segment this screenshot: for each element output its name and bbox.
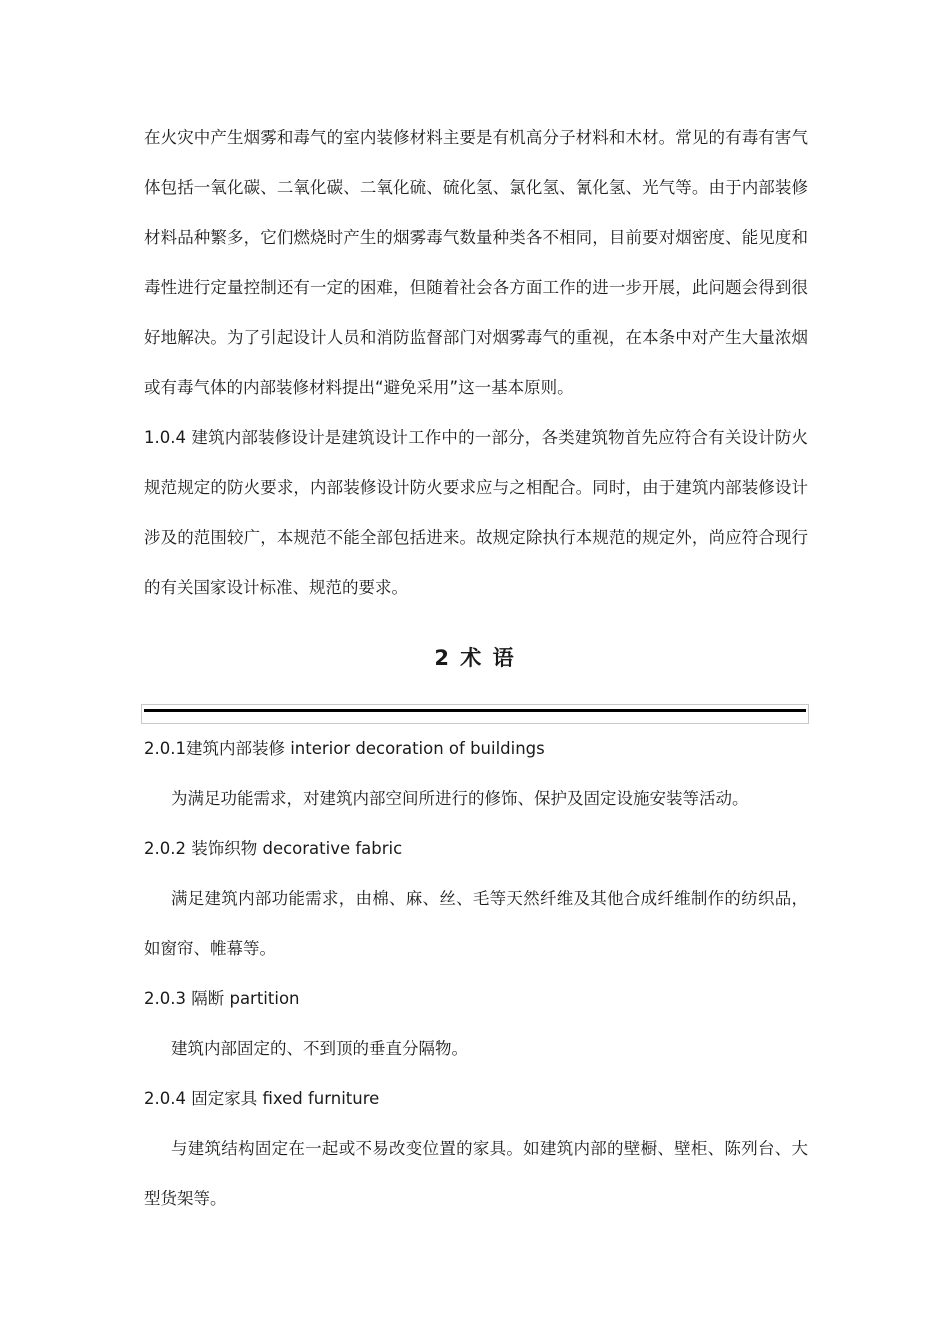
term-definition-line: 如窗帘、帷幕等。 <box>144 939 276 958</box>
body-text-line: 好地解决。为了引起设计人员和消防监督部门对烟雾毒气的重视，在本条中对产生大量浓烟 <box>144 328 808 347</box>
clause-1-0-4-line: 涉及的范围较广，本规范不能全部包括进来。故规定除执行本规范的规定外，尚应符合现行 <box>144 528 808 547</box>
term-heading: 2.0.3 隔断 partition <box>144 989 300 1008</box>
term-definition-line: 建筑内部固定的、不到顶的垂直分隔物。 <box>171 1039 468 1058</box>
clause-1-0-4-line: 1.0.4 建筑内部装修设计是建筑设计工作中的一部分，各类建筑物首先应符合有关设计防火 <box>144 428 808 447</box>
body-text-line: 毒性进行定量控制还有一定的困难，但随着社会各方面工作的进一步开展，此问题会得到很 <box>144 278 808 297</box>
heading-rule-frame <box>141 704 809 724</box>
term-heading: 2.0.2 装饰织物 decorative fabric <box>144 839 403 858</box>
heading-rule <box>144 709 806 712</box>
term-definition-line: 满足建筑内部功能需求，由棉、麻、丝、毛等天然纤维及其他合成纤维制作的纺织品， <box>171 889 808 908</box>
term-definition-line: 与建筑结构固定在一起或不易改变位置的家具。如建筑内部的壁橱、壁柜、陈列台、大 <box>171 1139 808 1158</box>
term-definition-line: 型货架等。 <box>144 1189 227 1208</box>
body-text-line: 材料品种繁多，它们燃烧时产生的烟雾毒气数量种类各不相同，目前要对烟密度、能见度和 <box>144 228 808 247</box>
term-heading: 2.0.4 固定家具 fixed furniture <box>144 1089 380 1108</box>
body-text-line: 体包括一氧化碳、二氧化碳、二氧化硫、硫化氢、氯化氢、氰化氢、光气等。由于内部装修 <box>144 178 808 197</box>
body-text-line: 在火灾中产生烟雾和毒气的室内装修材料主要是有机高分子材料和木材。常见的有毒有害气 <box>144 128 808 147</box>
clause-1-0-4-line: 的有关国家设计标准、规范的要求。 <box>144 578 408 597</box>
term-heading: 2.0.1建筑内部装修 interior decoration of buildings <box>144 739 545 758</box>
body-text-line: 或有毒气体的内部装修材料提出“避免采用”这一基本原则。 <box>144 378 574 397</box>
chapter-title: 2 术 语 <box>434 646 516 670</box>
term-definition-line: 为满足功能需求，对建筑内部空间所进行的修饰、保护及固定设施安装等活动。 <box>171 789 749 808</box>
clause-1-0-4-line: 规范规定的防火要求，内部装修设计防火要求应与之相配合。同时，由于建筑内部装修设计 <box>144 478 808 497</box>
